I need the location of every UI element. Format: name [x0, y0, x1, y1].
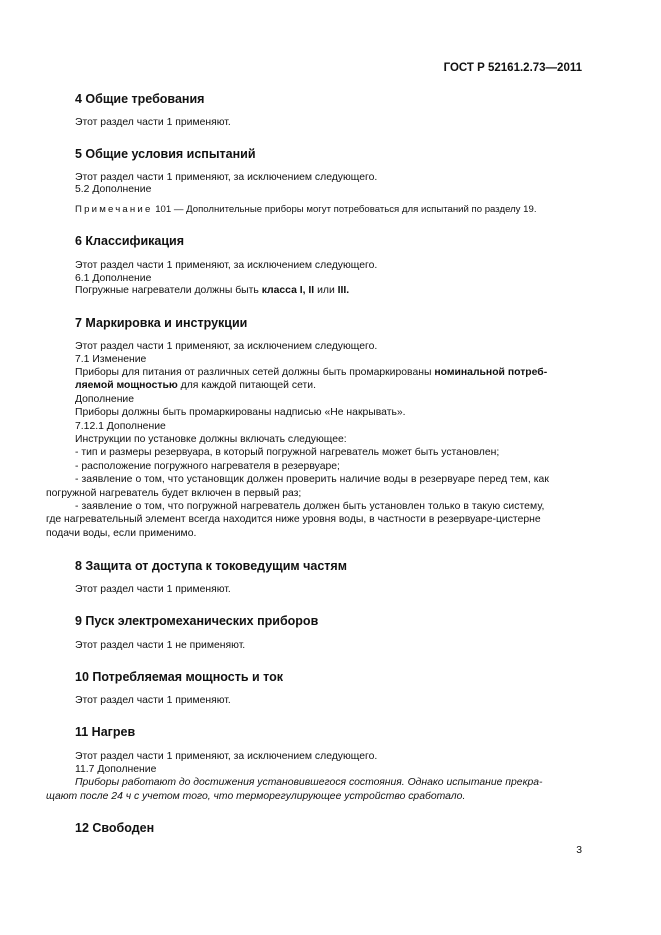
section-11-italic-1: Приборы работают до достижения установившегося состояния. Однако испытание прекра-: [75, 777, 543, 788]
section-6-1-heading: 6.1 Дополнение: [75, 273, 152, 284]
section-11-7-heading: 11.7 Дополнение: [75, 764, 157, 775]
section-12-title: 12 Свободен: [75, 821, 155, 835]
bullet-3: - заявление о том, что установщик должен проверить наличие воды в резервуаре перед тем, как: [75, 474, 549, 485]
document-code: ГОСТ Р 52161.2.73—2011: [443, 62, 582, 74]
section-10-title: 10 Потребляемая мощность и ток: [75, 670, 283, 684]
section-8-text: Этот раздел части 1 применяют.: [75, 584, 231, 595]
section-6-classes: Погружные нагреватели должны быть класса I, II или III.: [75, 285, 350, 296]
section-7-1-paragraph-cont: ляемой мощностью для каждой питающей сети.: [75, 380, 316, 391]
note-label: Примечание: [75, 204, 153, 215]
section-11-italic-2: щают после 24 ч с учетом того, что терморегулирующее устройство сработало.: [46, 791, 466, 802]
section-8-title: 8 Защита от доступа к токоведущим частям: [75, 559, 347, 573]
section-9-text: Этот раздел части 1 не применяют.: [75, 640, 246, 651]
bullet-4: - заявление о том, что погружной нагреватель должен быть установлен только в такую систему,: [75, 501, 545, 512]
page-number: 3: [576, 845, 582, 856]
section-6-title: 6 Классификация: [75, 234, 185, 248]
section-4-title: 4 Общие требования: [75, 92, 205, 106]
section-7-1-heading: 7.1 Изменение: [75, 354, 147, 365]
bullet-2: - расположение погружного нагревателя в резервуаре;: [75, 461, 340, 472]
section-5-text: Этот раздел части 1 применяют, за исключением следующего.: [75, 172, 378, 183]
section-7-12-1-heading: 7.12.1 Дополнение: [75, 421, 166, 432]
section-11-text: Этот раздел части 1 применяют, за исключением следующего.: [75, 751, 378, 762]
bullet-1: - тип и размеры резервуара, в который погружной нагреватель может быть установлен;: [75, 447, 500, 458]
section-9-title: 9 Пуск электромеханических приборов: [75, 614, 319, 628]
section-7-instructions-intro: Инструкции по установке должны включать следующее:: [75, 434, 347, 445]
bullet-4-cont-2: подачи воды, если применимо.: [46, 528, 197, 539]
section-7-text: Этот раздел части 1 применяют, за исключением следующего.: [75, 341, 378, 352]
section-5-note: [75, 204, 536, 216]
section-6-text: Этот раздел части 1 применяют, за исключением следующего.: [75, 260, 378, 271]
bullet-3-cont: погружной нагреватель будет включен в первый раз;: [46, 488, 302, 499]
section-4-text: Этот раздел части 1 применяют.: [75, 117, 231, 128]
section-5-title: 5 Общие условия испытаний: [75, 147, 256, 161]
section-7-1-paragraph: Приборы для питания от различных сетей должны быть промаркированы номинальной потреб-: [75, 367, 548, 378]
section-7-title: 7 Маркировка и инструкции: [75, 316, 248, 330]
section-5-2-heading: 5.2 Дополнение: [75, 184, 152, 195]
section-10-text: Этот раздел части 1 применяют.: [75, 695, 231, 706]
bullet-4-cont-1: где нагревательный элемент всегда находится ниже уровня воды, в частности в резервуаре-цистерне: [46, 514, 541, 525]
section-7-addition-heading: Дополнение: [75, 394, 135, 405]
section-7-addition-text: Приборы должны быть промаркированы надписью «Не накрывать».: [75, 407, 406, 418]
section-11-title: 11 Нагрев: [75, 725, 136, 739]
note-text: 101 — Дополнительные приборы могут потребоваться для испытаний по разделу 19.: [155, 204, 537, 215]
